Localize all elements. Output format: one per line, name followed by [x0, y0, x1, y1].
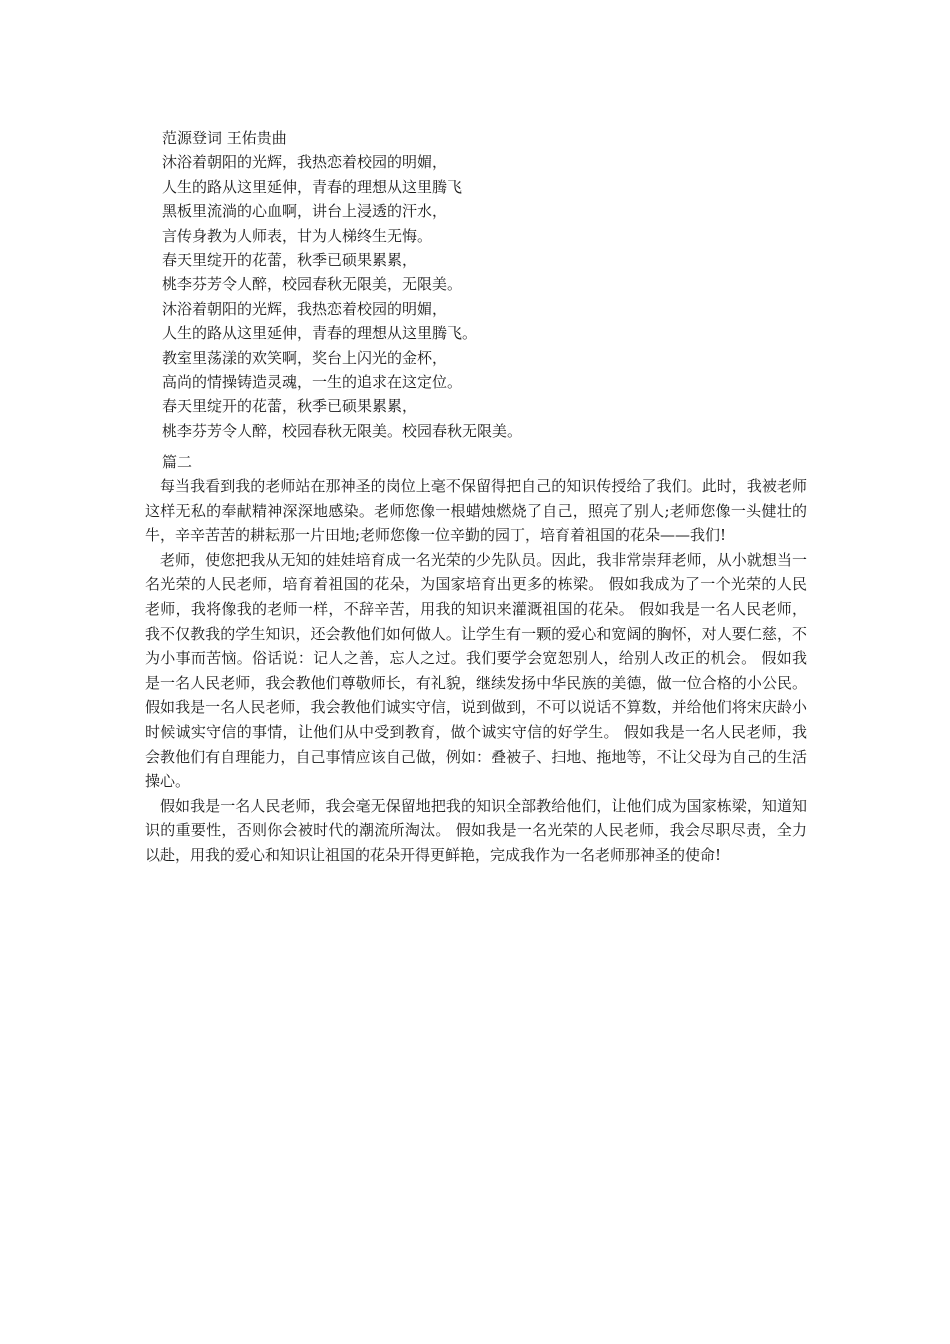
- song-byline: 范源登词 王佑贵曲: [162, 129, 287, 147]
- lyric-line: 沐浴着朝阳的光辉，我热恋着校园的明媚，: [162, 153, 448, 172]
- lyric-line: 人生的路从这里延伸，青春的理想从这里腾飞: [162, 177, 463, 196]
- essay-body: [145, 474, 807, 868]
- section-heading: 篇二: [162, 453, 193, 471]
- song-lyrics: [162, 126, 802, 443]
- lyric-line: 春天里绽开的花蕾，秋季已硕果累累，: [162, 397, 418, 416]
- lyric-line: 沐浴着朝阳的光辉，我热恋着校园的明媚，: [162, 299, 448, 318]
- lyric-line: 教室里荡漾的欢笑啊，奖台上闪光的金杯，: [162, 348, 448, 367]
- lyric-line: 桃李芬芳令人醉，校园春秋无限美。校园春秋无限美。: [162, 421, 523, 440]
- lyric-line: 言传身教为人师表，甘为人梯终生无悔。: [162, 226, 433, 245]
- essay-paragraph: 每当我看到我的老师站在那神圣的岗位上毫不保留得把自己的知识传授给了我们。此时，我被老师这样无私的奉献精神深深地感染。老师您像一根蜡烛燃烧了自己，照亮了别人;老师您像一头健壮的牛，辛辛苦苦的耕耘那一片田地;老师您像一位辛勤的园丁，培育着祖国的花朵——我们!: [145, 477, 807, 545]
- lyric-line: 高尚的情操铸造灵魂，一生的追求在这定位。: [162, 372, 463, 391]
- essay-paragraph: 老师，使您把我从无知的娃娃培育成一名光荣的少先队员。因此，我非常崇拜老师，从小就想当一名光荣的人民老师，培育着祖国的花朵，为国家培育出更多的栋梁。 假如我成为了一个光荣的人民老师，我将像我的老师一样，不辞辛苦，用我的知识来灌溉祖国的花朵。 假如我是一名人民老师，我不仅教我的学生知识，还会教他们如何做人。让学生有一颗的爱心和宽阔的胸怀，对人要仁慈，不为小事而苦恼。俗话说：记人之善，忘人之过。我们要学会宽恕别人，给别人改正的机会。 假如我是一名人民老师，我会教他们尊敬师长，有礼貌，继续发扬中华民族的美德，做一位合格的小公民。 假如我是一名人民老师，我会教他们诚实守信，说到做到，不可以说话不算数，并给他们将宋庆龄小时候诚实守信的事情，让他们从中受到教育，做个诚实守信的好学生。 假如我是一名人民老师，我会教他们有自理能力，自己事情应该自己做，例如：叠被子、扫地、拖地等，不让父母为自己的生活操心。: [145, 550, 807, 791]
- lyric-line: 桃李芬芳令人醉，校园春秋无限美，无限美。: [162, 275, 463, 294]
- lyric-line: 黑板里流淌的心血啊，讲台上浸透的汗水，: [162, 202, 448, 221]
- essay-paragraph: 假如我是一名人民老师，我会毫无保留地把我的知识全部教给他们，让他们成为国家栋梁，知道知识的重要性，否则你会被时代的潮流所淘汰。 假如我是一名光荣的人民老师，我会尽职尽责，全力以赴，用我的爱心和知识让祖国的花朵开得更鲜艳，完成我作为一名老师那神圣的使命!: [145, 796, 807, 864]
- lyric-line: 人生的路从这里延伸，青春的理想从这里腾飞。: [162, 324, 478, 343]
- lyric-line: 春天里绽开的花蕾，秋季已硕果累累，: [162, 250, 418, 269]
